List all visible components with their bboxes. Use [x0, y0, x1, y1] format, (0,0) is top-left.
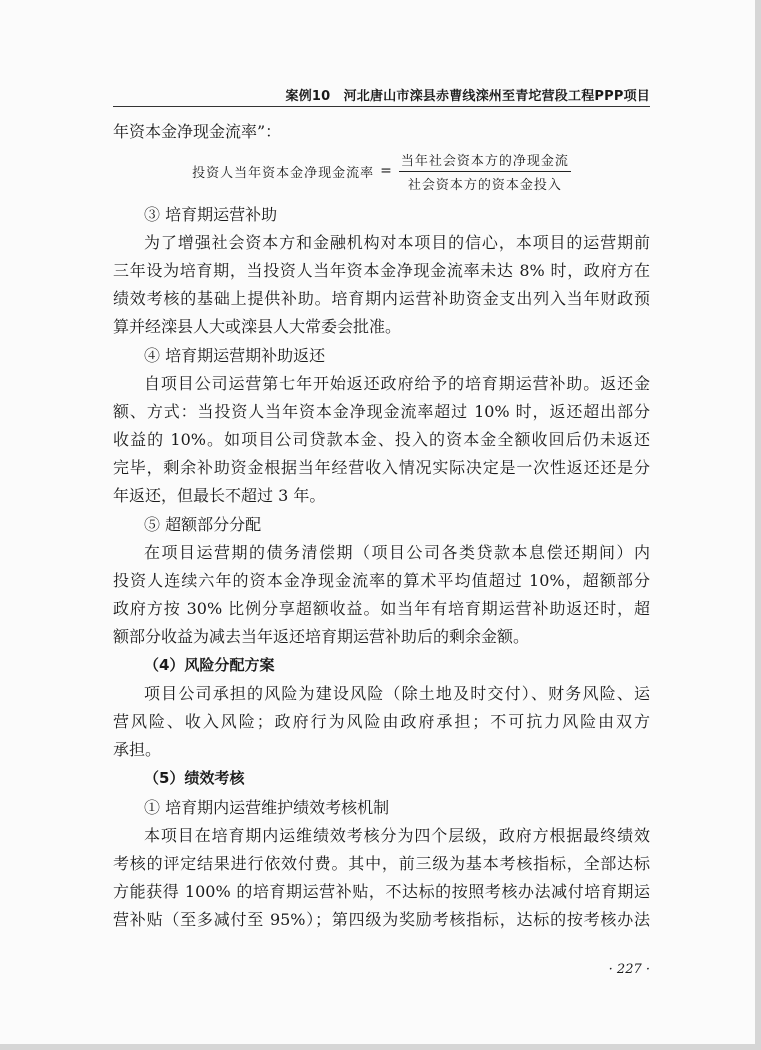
paragraph-line: 额部分收益为减去当年返还培育期运营补助后的剩余金额。: [113, 627, 530, 646]
subheading: ⑤ 超额部分分配: [144, 515, 262, 534]
paragraph-line: 政府方按 30% 比例分享超额收益。如当年有培育期运营补助返还时，超: [113, 599, 650, 618]
running-header: 案例10 河北唐山市滦县赤曹线滦州至青坨营段工程PPP项目: [285, 89, 650, 104]
paragraph-line: 自项目公司运营第七年开始返还政府给予的培育期运营补助。返还金: [144, 374, 650, 393]
paragraph-line: 本项目在培育期内运维绩效考核分为四个层级，政府方根据最终绩效: [144, 826, 650, 845]
page-number: · 227 ·: [608, 962, 650, 977]
paragraph-line: 营补贴（至多减付至 95%）；第四级为奖励考核指标，达标的按考核办法: [113, 910, 650, 929]
paragraph-line: 年返还，但最长不超过 3 年。: [113, 486, 326, 505]
paragraph-line: 算并经滦县人大或滦县人大常委会批准。: [113, 317, 402, 336]
paragraph-line: 额、方式：当投资人当年资本金净现金流率超过 10% 时，返还超出部分: [113, 402, 650, 421]
paragraph-line: 年资本金净现金流率”：: [113, 122, 282, 141]
formula-lhs: 投资人当年资本金净现金流率: [192, 165, 375, 181]
paragraph-line: 为了增强社会资本方和金融机构对本项目的信心，本项目的运营期前: [144, 233, 650, 252]
paragraph-line: 考核的评定结果进行依效付费。其中，前三级为基本考核指标，全部达标: [113, 854, 650, 873]
formula-numerator: 当年社会资本方的净现金流: [399, 150, 571, 172]
formula-denominator: 社会资本方的资本金投入: [407, 177, 562, 193]
paragraph-line: 项目公司承担的风险为建设风险（除土地及时交付）、财务风险、运: [144, 684, 650, 703]
page-body: [113, 118, 650, 934]
cash-flow-rate-formula: [113, 148, 650, 194]
header-rule: [113, 106, 650, 107]
paragraph-line: 营风险、收入风险；政府行为风险由政府承担；不可抗力风险由双方: [113, 712, 650, 731]
paragraph-line: 收益的 10%。如项目公司贷款本金、投入的资本金全额收回后仍未返还: [113, 430, 650, 449]
paragraph-line: 完毕，剩余补助资金根据当年经营收入情况实际决定是一次性返还还是分: [113, 458, 650, 477]
paragraph-line: 三年设为培育期，当投资人当年资本金净现金流率未达 8% 时，政府方在: [113, 261, 650, 280]
section-heading-performance-evaluation: （5）绩效考核: [144, 769, 245, 787]
subheading: ① 培育期内运营维护绩效考核机制: [144, 798, 390, 817]
section-heading-risk-allocation: （4）风险分配方案: [144, 656, 275, 674]
formula-fraction: [399, 150, 571, 193]
subheading: ③ 培育期运营补助: [144, 205, 278, 224]
subheading: ④ 培育期运营期补助返还: [144, 346, 326, 365]
paragraph-line: 在项目运营期的债务清偿期（项目公司各类贷款本息偿还期间）内: [144, 543, 650, 562]
paragraph-line: 绩效考核的基础上提供补助。培育期内运营补助资金支出列入当年财政预: [113, 289, 650, 308]
paragraph-line: 方能获得 100% 的培育期运营补贴，不达标的按照考核办法减付培育期运: [113, 882, 650, 901]
paragraph-line: 投资人连续六年的资本金净现金流率的算术平均值超过 10%，超额部分: [113, 571, 650, 590]
formula-equals: =: [380, 163, 393, 179]
paragraph-line: 承担。: [113, 740, 162, 759]
